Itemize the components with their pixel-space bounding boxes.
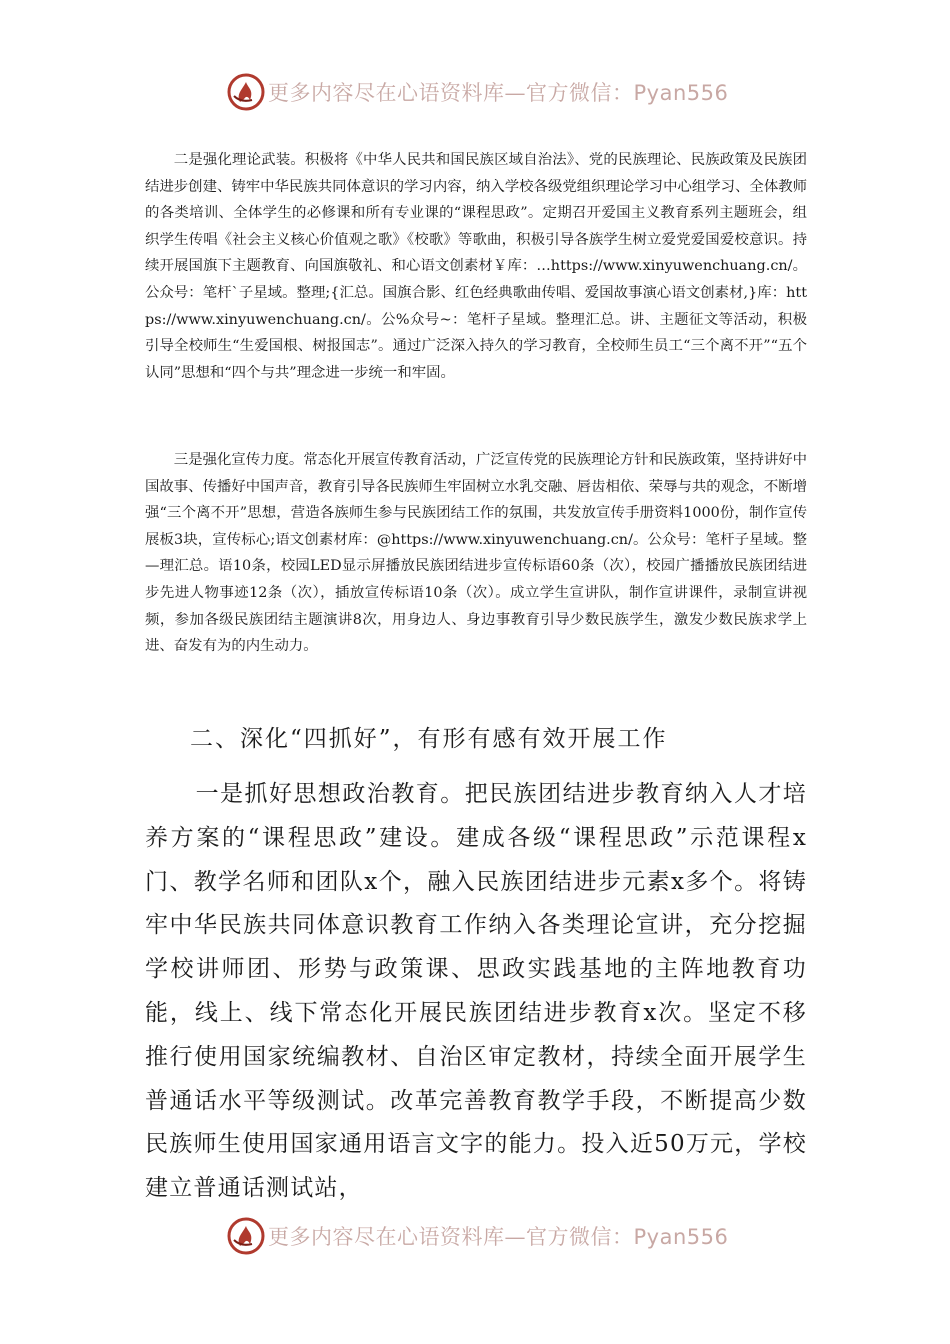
paragraph-theory xyxy=(145,147,807,386)
section-heading: 二、深化“四抓好”，有形有感有效开展工作 xyxy=(190,726,668,752)
paragraph-text: 三是强化宣传力度。常态化开展宣传教育活动，广泛宣传党的民族理论方针和民族政策，坚持讲好中国故事、传播好中国声音，教育引导各民族师生牢固树立水乳交融、唇齿相依、荣辱与共的观念，不断增强“三个离不开”思想，营造各族师生参与民族团结工作的氛围，共发放宣传手册资料1000份，制作宣传展板3块，宣传标心;语文创素材库：@https://www.xinyuwenchuang.cn/。公众号：笔杆子星域。整—理汇总。语10条，校园LED显示屏播放民族团结进步宣传标语60条（次），校园广播播放民族团结进步先进人物事迹12条（次），插放宣传标语10条（次）。成立学生宣讲队，制作宣讲课件，录制宣讲视频，参加各级民族团结主题演讲8次，用身边人、身边事教育引导少数民族学生，激发少数民族求学上进、奋发有为的内生动力。 xyxy=(145,452,807,655)
paragraph-education xyxy=(145,773,807,1211)
paragraph-text: 二是强化理论武装。积极将《中华人民共和国民族区域自治法》、党的民族理论、民族政策及民族团结进步创建、铸牢中华民族共同体意识的学习内容，纳入学校各级党组织理论学习中心组学习、全体教师的各类培训、全体学生的必修课和所有专业课的“课程思政”。定期召开爱国主义教育系列主题班会，组织学生传唱《社会主义核心价值观之歌》《校歌》等歌曲，积极引导各族学生树立爱党爱国爱校意识。持续开展国旗下主题教育、向国旗敬礼、和心语文创素材￥库：…https://www.xinyuwenchuang.cn/。公众号：笔杆`子星域。整理;{汇总。国旗合影、红色经典歌曲传唱、爱国故事演心语文创素材,}库：https://www.xinyuwenchuang.cn/。公%众号~：笔杆子星域。整理汇总。讲、主题征文等活动，积极引导全校师生“生爱国根、树报国志”。通过广泛深入持久的学习教育，全校师生员工“三个离不开”“五个认同”思想和“四个与共”理念进一步统一和牢固。 xyxy=(145,152,807,381)
paragraph-text: 一是抓好思想政治教育。把民族团结进步教育纳入人才培养方案的“课程思政”建设。建成各级“课程思政”示范课程x门、教学名师和团队x个，融入民族团结进步元素x多个。将铸牢中华民族共同体意识教育工作纳入各类理论宣讲，充分挖掘学校讲师团、形势与政策课、思政实践基地的主阵地教育功能，线上、线下常态化开展民族团结进步教育x次。坚定不移推行使用国家统编教材、自治区审定教材，持续全面开展学生普通话水平等级测试。改革完善教育教学手段，不断提高少数民族师生使用国家通用语言文字的能力。投入近50万元，学校建立普通话测试站， xyxy=(145,781,807,1202)
wechat-id: Pyan556 xyxy=(633,81,729,105)
watermark-text xyxy=(268,1221,728,1251)
wechat-id: Pyan556 xyxy=(633,1225,729,1249)
watermark-text xyxy=(268,77,728,107)
flame-logo-icon xyxy=(226,72,266,112)
watermark-main-text: 更多内容尽在心语资料库—官方微信： xyxy=(268,81,634,105)
watermark-banner-bottom xyxy=(226,1214,746,1258)
flame-logo-icon xyxy=(226,1216,266,1256)
watermark-banner-top xyxy=(226,70,746,114)
watermark-main-text: 更多内容尽在心语资料库—官方微信： xyxy=(268,1225,634,1249)
paragraph-publicity xyxy=(145,447,807,660)
